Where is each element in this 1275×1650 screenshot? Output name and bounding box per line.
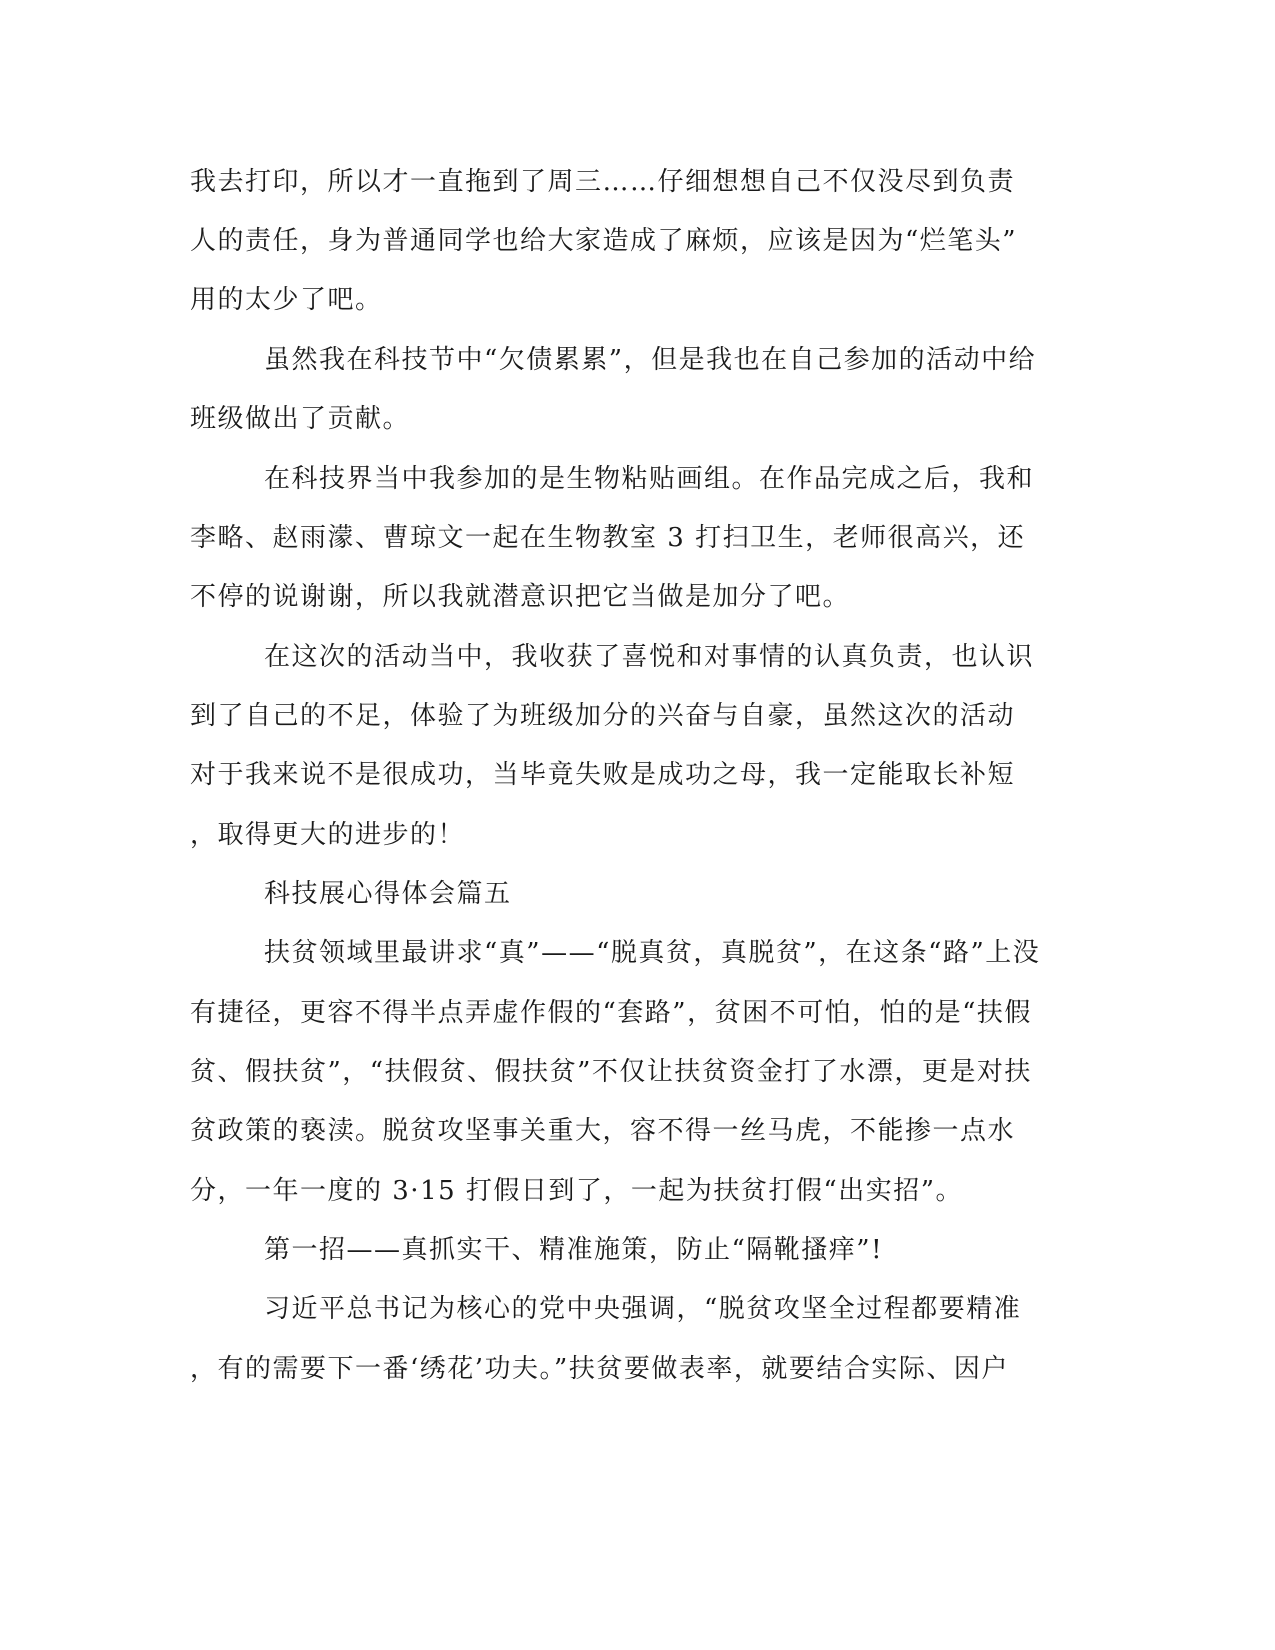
text-line: 对于我来说不是很成功，当毕竟失败是成功之母，我一定能取长补短 [190, 760, 1016, 790]
text-line: 班级做出了贡献。 [190, 404, 411, 434]
text-line: ，取得更大的进步的！ [190, 820, 466, 850]
text-line: ，有的需要下一番‘绣花’功夫。”扶贫要做表率，就要结合实际、因户 [190, 1354, 1009, 1384]
text-line: 到了自己的不足，体验了为班级加分的兴奋与自豪，虽然这次的活动 [190, 701, 1016, 731]
text-line: 人的责任，身为普通同学也给大家造成了麻烦，应该是因为“烂笔头” [190, 226, 1018, 256]
text-line: 不停的说谢谢，所以我就潜意识把它当做是加分了吧。 [190, 582, 851, 612]
text-line: 有捷径，更容不得半点弄虚作假的“套路”，贫困不可怕，怕的是“扶假 [190, 998, 1032, 1028]
paragraph-start-line: 虽然我在科技节中“欠债累累”，但是我也在自己参加的活动中给 [264, 345, 1037, 375]
text-line: 贫、假扶贫”，“扶假贫、假扶贫”不仅让扶贫资金打了水漂，更是对扶 [190, 1057, 1032, 1087]
paragraph-start-line: 第一招——真抓实干、精准施策，防止“隔靴搔痒”! [264, 1235, 884, 1265]
section-heading: 科技展心得体会篇五 [264, 879, 512, 909]
paragraph-start-line: 习近平总书记为核心的党中央强调，“脱贫攻坚全过程都要精准 [264, 1294, 1022, 1324]
paragraph-start-line: 在这次的活动当中，我收获了喜悦和对事情的认真负责，也认识 [264, 642, 1035, 672]
text-line: 贫政策的亵渎。脱贫攻坚事关重大，容不得一丝马虎，不能掺一点水 [190, 1116, 1016, 1146]
paragraph-start-line: 在科技界当中我参加的是生物粘贴画组。在作品完成之后，我和 [264, 464, 1035, 494]
text-line: 我去打印，所以才一直拖到了周三……仔细想想自己不仅没尽到负责 [190, 167, 1016, 197]
paragraph-start-line: 扶贫领域里最讲求“真”——“脱真贫，真脱贫”，在这条“路”上没 [264, 938, 1041, 968]
text-line: 李略、赵雨濛、曹琼文一起在生物教室 3 打扫卫生，老师很高兴，还 [190, 523, 1026, 553]
text-line: 分，一年一度的 3·15 打假日到了，一起为扶贫打假“出实招”。 [190, 1176, 964, 1206]
text-line: 用的太少了吧。 [190, 285, 383, 315]
